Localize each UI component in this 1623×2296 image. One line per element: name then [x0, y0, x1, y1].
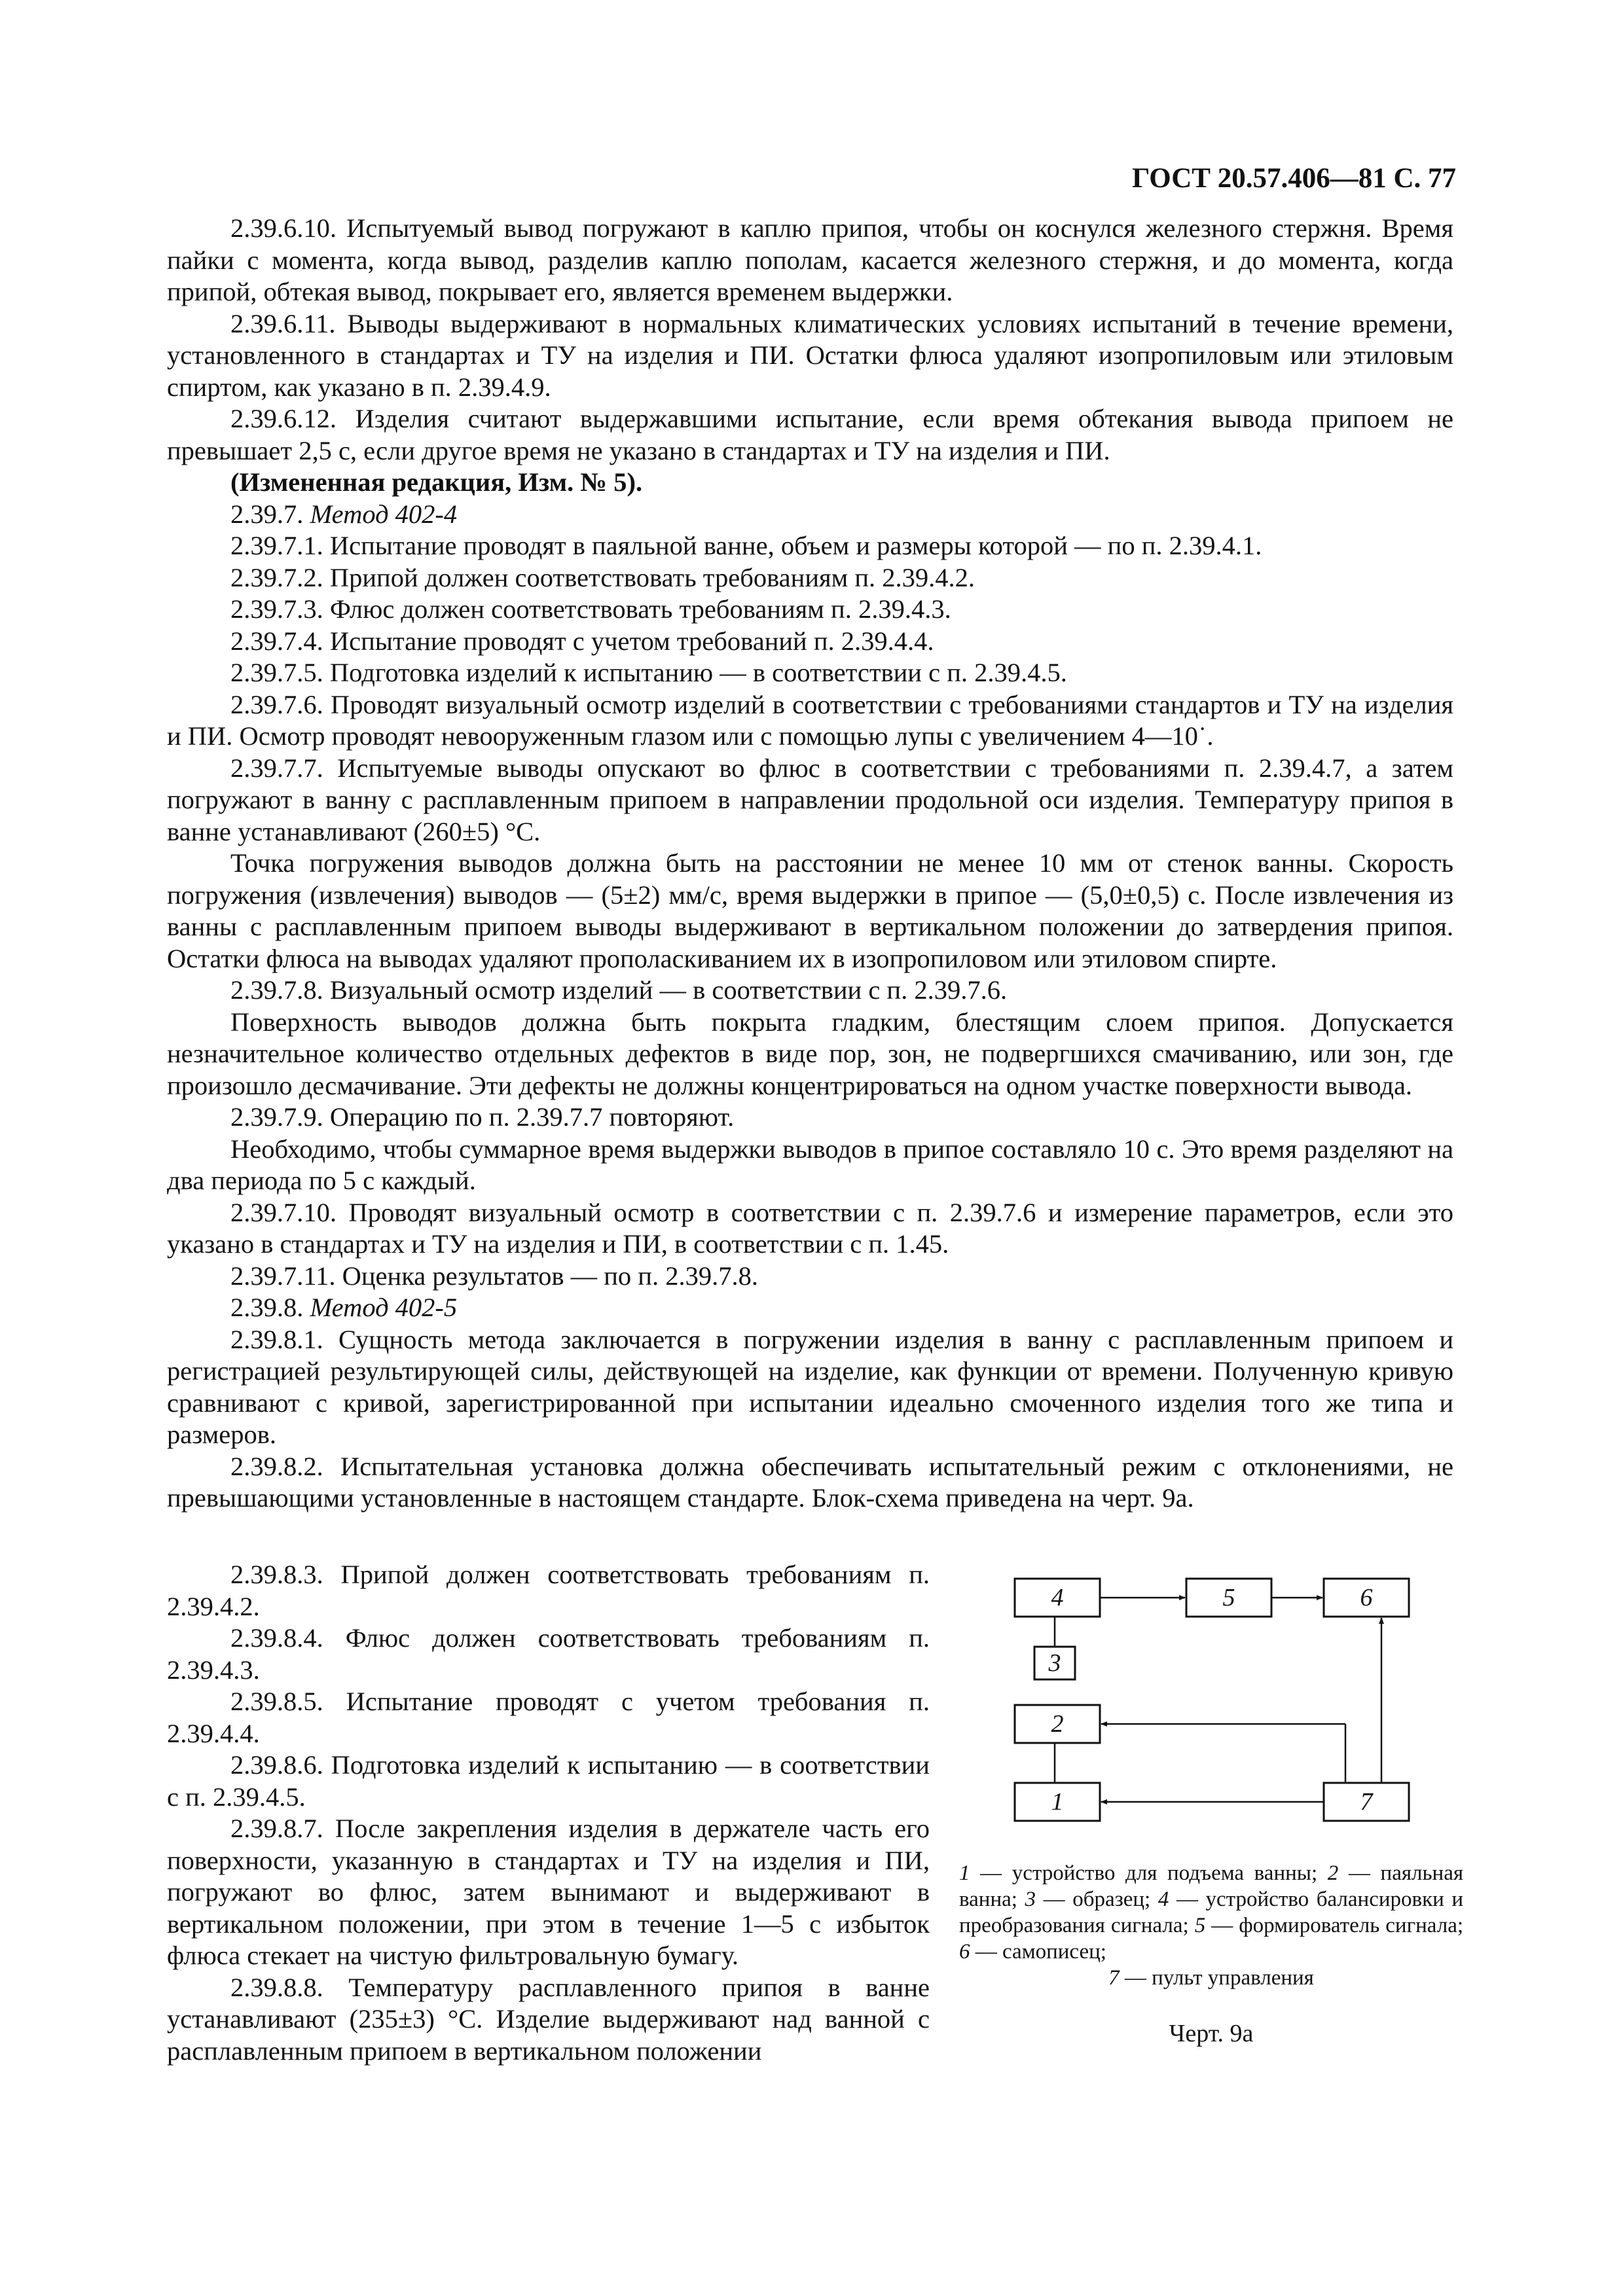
- block-label: 7: [1360, 1788, 1373, 1816]
- paragraph: 2.39.7.8. Визуальный осмотр изделий — в соответствии с п. 2.39.7.6.: [230, 975, 1008, 1005]
- paragraph: 2.39.7.11. Оценка результатов — по п. 2.39.7.8.: [230, 1261, 758, 1291]
- figure-caption: Черт. 9а: [1169, 2020, 1254, 2047]
- block-label: 4: [1051, 1584, 1064, 1611]
- paragraph: 2.39.7.9. Операцию по п. 2.39.7.7 повторяют.: [230, 1102, 735, 1132]
- method-number: 2.39.8.: [230, 1293, 304, 1322]
- legend-number: 3: [1025, 1888, 1036, 1911]
- page-header: ГОСТ 20.57.406—81 С. 77: [1131, 163, 1456, 194]
- method-heading: [167, 1292, 1453, 1324]
- paragraph: 2.39.6.12. Изделия считают выдержавшими испытание, если время обтекания вывода припоем не превышает 2,5 с, если другое время не указано в стандартах и ТУ на изделия и ПИ.: [167, 404, 1453, 465]
- paragraph: Точка погружения выводов должна быть на расстоянии не менее 10 мм от стенок ванны. Скорость погружения (извлечения) выводов — (5±2) мм/с, время выдержки в припое — (5,0±0,5) с. После извлечения из ванны с расплавленным припоем выводы выдерживают в вертикальном положении до затвердения припоя. Остатки флюса на выводах удаляют прополаскиванием их в изопропиловом или этиловом спирте.: [167, 848, 1453, 973]
- paragraph: Необходимо, чтобы суммарное время выдержки выводов в припое составляло 10 с. Это время разделяют на два периода по 5 с каждый.: [167, 1134, 1453, 1195]
- paragraph: 2.39.7.4. Испытание проводят с учетом требований п. 2.39.4.4.: [230, 626, 934, 656]
- legend-number: 6: [959, 1940, 970, 1964]
- block-diagram: [962, 1577, 1460, 1839]
- block-label: 6: [1360, 1584, 1373, 1611]
- paragraph: 2.39.7.7. Испытуемые выводы опускают во флюс в соответствии с требованиями п. 2.39.4.7, а затем погружают в ванну с расплавленным припоем в направлении продольной оси изделия. Температуру припоя в ванне устанавливают (260±5) °С.: [167, 753, 1453, 846]
- left-column-text: [167, 1559, 930, 2067]
- block-label: 5: [1222, 1584, 1235, 1611]
- legend-number: 4: [1158, 1888, 1169, 1911]
- legend-text: — паяльная ванна;: [959, 1861, 1464, 1911]
- block-label: 1: [1051, 1788, 1064, 1816]
- paragraph: 2.39.7.2. Припой должен соответствовать требованиям п. 2.39.4.2.: [230, 562, 976, 592]
- paragraph: 2.39.7.3. Флюс должен соответствовать требованиям п. 2.39.4.3.: [230, 594, 951, 624]
- legend-number: 5: [1194, 1914, 1206, 1937]
- method-number: 2.39.7.: [230, 499, 304, 529]
- legend-text: — самописец;: [975, 1940, 1106, 1964]
- paragraph: 2.39.7.1. Испытание проводят в паяльной ванне, объем и размеры которой — по п. 2.39.4.1.: [230, 531, 1262, 560]
- paragraph: 2.39.8.7. После закрепления изделия в держателе часть его поверхности, указанную в стандартах и ТУ на изделия и ПИ, погружают во флюс, затем вынимают и выдерживают в вертикальном положении, при этом в течение 1—5 с избыток флюса стекает на чистую фильтровальную бумагу.: [167, 1814, 930, 1970]
- block-label: 2: [1051, 1710, 1064, 1738]
- legend-number: 7: [1108, 1966, 1120, 1990]
- method-name: Метод 402-4: [310, 499, 458, 529]
- legend-text: — образец;: [1043, 1888, 1151, 1911]
- paragraph: 2.39.8.4. Флюс должен соответствовать требованиям п. 2.39.4.3.: [167, 1623, 930, 1685]
- paragraph: Поверхность выводов должна быть покрыта гладким, блестящим слоем припоя. Допускается незначительное количество отдельных дефектов в виде пор, зон, не подвергшихся смачиванию, или зон, где произошло десмачивание. Эти дефекты не должны концентрироваться на одном участке поверхности вывода.: [167, 1007, 1453, 1100]
- paragraph: 2.39.8.8. Температуру расплавленного припоя в ванне устанавливают (235±3) °С. Изделие выдерживают над ванной с расплавленным припоем в вертикальном положении: [167, 1972, 930, 2066]
- paragraph: 2.39.8.1. Сущность метода заключается в погружении изделия в ванну с расплавленным припоем и регистрацией результирующей силы, действующей на изделие, как функции от времени. Полученную кривую сравнивают с кривой, зарегистрированной при испытании идеально смоченного изделия того же типа и размеров.: [167, 1324, 1453, 1449]
- paragraph: 2.39.8.5. Испытание проводят с учетом требования п. 2.39.4.4.: [167, 1687, 930, 1748]
- paragraph: 2.39.8.6. Подготовка изделий к испытанию — в соответствии с п. 2.39.4.5.: [167, 1750, 930, 1812]
- legend-text: — устройство балансировки и преобразования сигнала;: [959, 1888, 1464, 1937]
- legend-text: — формирователь сигнала;: [1211, 1914, 1464, 1937]
- paragraph: 2.39.8.2. Испытательная установка должна обеспечивать испытательный режим с отклонениями, не превышающими установленные в настоящем стандарте. Блок-схема приведена на черт. 9а.: [167, 1451, 1453, 1513]
- main-text: [167, 213, 1453, 1515]
- legend-text: — устройство для подъема ванны;: [980, 1861, 1318, 1885]
- figure-legend: [959, 1860, 1463, 1991]
- paragraph: 2.39.6.11. Выводы выдерживают в нормальных климатических условиях испытаний в течение времени, установленного в стандартах и ТУ на изделия и ПИ. Остатки флюса удаляют изопропиловым или этиловым спиртом, как указано в п. 2.39.4.9.: [167, 308, 1453, 402]
- legend-number: 2: [1327, 1861, 1339, 1885]
- amendment-note: (Измененная редакция, Изм. № 5).: [230, 467, 643, 497]
- method-heading: [167, 499, 1453, 531]
- paragraph: 2.39.7.6. Проводят визуальный осмотр изделий в соответствии с требованиями стандартов и ТУ на изделия и ПИ. Осмотр проводят невооруженным глазом или с помощью лупы с увеличением 4—10˙.: [167, 689, 1453, 751]
- paragraph: 2.39.7.10. Проводят визуальный осмотр в соответствии с п. 2.39.7.6 и измерение параметров, если это указано в стандартах и ТУ на изделия и ПИ, в соответствии с п. 1.45.: [167, 1197, 1453, 1259]
- paragraph: 2.39.6.10. Испытуемый вывод погружают в каплю припоя, чтобы он коснулся железного стержня. Время пайки с момента, когда вывод, разделив каплю пополам, касается железного стержня, и до момента, когда припой, обтекая вывод, покрывает его, является временем выдержки.: [167, 213, 1453, 306]
- block-label: 3: [1048, 1649, 1061, 1677]
- legend-number: 1: [959, 1861, 970, 1885]
- paragraph: 2.39.7.5. Подготовка изделий к испытанию — в соответствии с п. 2.39.4.5.: [230, 658, 1067, 687]
- method-name: Метод 402-5: [310, 1293, 458, 1322]
- paragraph: 2.39.8.3. Припой должен соответствовать требованиям п. 2.39.4.2.: [167, 1560, 930, 1621]
- legend-text: — пульт управления: [1124, 1966, 1314, 1990]
